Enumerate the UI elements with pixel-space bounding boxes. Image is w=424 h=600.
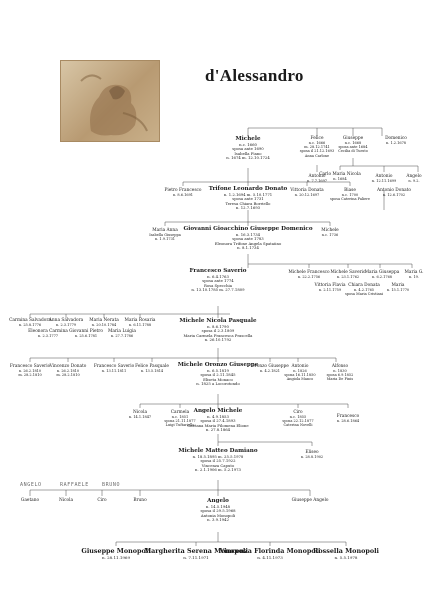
person-p33 xyxy=(10,364,50,377)
person-name: Giuseppe Monopoli xyxy=(81,547,151,555)
person-name: Nicola xyxy=(132,410,148,415)
person-name: Francesco Saverio xyxy=(189,268,247,274)
person-detail: n. 28.6.1864 xyxy=(336,419,360,423)
person-detail: Luigi Tuftariello xyxy=(165,423,195,428)
person-detail: n. 22.2.1756 xyxy=(297,275,321,279)
person-p31 xyxy=(108,329,136,338)
person-p01 xyxy=(226,136,269,161)
person-name: Carlo Maria Nicola xyxy=(319,172,361,177)
person-p11 xyxy=(290,188,323,197)
person-name: Maria Luigia xyxy=(108,329,136,334)
person-name: Bruno xyxy=(133,498,147,503)
person-p21 xyxy=(405,270,424,279)
person-detail: n. 23.1.1762 xyxy=(336,275,360,279)
person-detail: Angiola Manco xyxy=(286,377,314,382)
person-p37 xyxy=(178,362,259,387)
person-name: Vittoria Flavia xyxy=(314,283,346,288)
person-detail: m. 28.12.1741 xyxy=(304,145,330,150)
person-detail: n. 8.6.1790 xyxy=(207,323,229,329)
person-detail: n. 6.4.1763 xyxy=(207,273,229,279)
person-name: Giovanni Gioacchino Giuseppe Domenico xyxy=(183,226,313,232)
person-name: Angelo xyxy=(207,498,229,504)
person-name: Alfonso xyxy=(331,364,349,369)
person-detail: n. 1674 m. 12.10.1724 xyxy=(226,155,270,161)
person-detail: n. 2.11.1759 xyxy=(318,288,342,292)
person-name: Biase xyxy=(344,188,356,193)
person-p29 xyxy=(89,318,119,327)
person-detail: Isabella Fiano xyxy=(234,150,262,156)
person-name: Francesco Saverio xyxy=(9,364,51,369)
person-detail: sposa ante 1731 xyxy=(232,196,264,202)
person-name: Maria Anna xyxy=(152,228,178,233)
person-detail: Vincenza Caputo xyxy=(201,462,235,468)
person-detail: n. 14.5.1948 xyxy=(205,503,231,509)
person-name: Maria Giuseppa xyxy=(364,270,400,275)
person-name: Gaetano xyxy=(20,498,40,503)
person-name: Antonio xyxy=(291,364,309,369)
person-name: Carmina Salvadora xyxy=(9,318,51,323)
person-name: Francesco xyxy=(336,414,360,419)
person-detail: sposa ante 1783 xyxy=(232,236,264,242)
person-p09 xyxy=(164,188,201,197)
person-name: Vincenzo Donato xyxy=(49,364,87,369)
person-p32 xyxy=(179,318,256,343)
handwritten-note: BRUNO xyxy=(102,482,121,488)
person-detail: n. 7.7.1697 xyxy=(306,179,328,183)
person-p16 xyxy=(321,228,338,237)
person-p49 xyxy=(59,498,73,503)
person-name: Antonio Donato xyxy=(377,188,411,193)
person-name: Antonio xyxy=(375,174,393,179)
person-detail: n. 1826 xyxy=(293,369,307,373)
person-p50 xyxy=(97,498,106,503)
person-p23 xyxy=(345,283,383,296)
person-detail: n. 12.6.1702 xyxy=(382,193,406,197)
person-name: Ciro xyxy=(293,410,303,415)
person-detail: sposa ante 1684 xyxy=(338,145,368,150)
person-detail: n. 1.2.1678 xyxy=(385,141,407,145)
person-name: Chiara Donata xyxy=(348,283,380,288)
person-name: Michele Matteo Damiano xyxy=(178,448,258,454)
person-p14 xyxy=(149,228,181,241)
person-detail: Rosa Specchia xyxy=(203,282,233,288)
person-name: Nicola xyxy=(58,498,74,503)
person-p57 xyxy=(313,548,379,560)
person-detail: sposa Maria Cristiani xyxy=(344,292,384,297)
person-p20 xyxy=(365,270,400,279)
person-name: Eliseo xyxy=(305,450,319,455)
person-detail: sposa il 27.4.1893 xyxy=(200,418,236,424)
person-name: Angelo xyxy=(406,174,422,179)
person-p54 xyxy=(81,548,150,560)
person-detail: n. 4.11.1973 xyxy=(257,554,283,560)
person-p04 xyxy=(385,136,407,145)
person-name: Maria G. xyxy=(404,270,424,275)
person-detail: sposa 6.9.1852 xyxy=(326,373,354,378)
person-name: Michele Saverio xyxy=(330,270,366,275)
person-detail: Cecilia di Tuesto xyxy=(338,149,368,154)
person-p53 xyxy=(292,498,329,503)
person-detail: n. 20.12.1697 xyxy=(294,193,320,197)
page-title: d'Alessandro xyxy=(205,66,304,85)
person-name: Carmela xyxy=(170,410,190,415)
person-detail: n. 1825 a Locorotondo xyxy=(196,381,240,387)
person-p22 xyxy=(314,283,345,292)
person-detail: n. 8.1.1734 xyxy=(237,245,259,251)
person-detail: n. 2.1.1906 m. 5.2.1973 xyxy=(195,467,241,473)
person-detail: n. 25.8.1776 xyxy=(18,323,42,327)
handwritten-note: RAFFAELE xyxy=(60,482,89,488)
person-name: Giovanni Pietro xyxy=(69,329,103,334)
person-name: Giuseppe Angelo xyxy=(291,498,329,503)
person-p51 xyxy=(133,498,146,503)
person-detail: n. 1.9.1731 xyxy=(154,237,176,242)
person-p35 xyxy=(94,364,134,373)
person-detail: n. 1830 xyxy=(333,369,347,373)
person-detail: n. 27.7.1786 xyxy=(110,334,134,338)
person-detail: sposa il 2.3.1809 xyxy=(201,328,235,334)
person-p45 xyxy=(337,414,360,423)
person-detail: n. 26.2.1810 xyxy=(18,369,42,373)
person-name: Felice Pasquale xyxy=(135,364,169,369)
person-detail: n. 6.5.1819 xyxy=(207,367,229,373)
person-name: Michele xyxy=(235,136,261,142)
person-detail: sposa il 2.11.1845 xyxy=(200,372,236,378)
person-detail: n. 3.9.1942 xyxy=(207,517,229,523)
person-p30 xyxy=(125,318,156,327)
person-detail: Maria De Finis xyxy=(326,377,354,382)
person-p12 xyxy=(330,188,370,201)
person-detail: n. 7.11.1971 xyxy=(183,554,209,560)
person-p48 xyxy=(21,498,39,503)
person-detail: n. 18.5.1895 m. 25.5.1978 xyxy=(192,453,244,459)
person-detail: n. 26.2.1810 xyxy=(56,369,80,373)
person-p26 xyxy=(49,318,83,327)
person-detail: n. 14.1.1847 xyxy=(128,415,152,419)
person-detail: n. 13.10.1785 m. 27.7.1809 xyxy=(191,287,245,293)
person-detail: n.c. 1666 xyxy=(308,141,326,145)
person-p08 xyxy=(406,174,421,183)
person-detail: n.c. 1855 xyxy=(289,415,307,419)
person-detail: Anna Carlone xyxy=(304,153,330,158)
person-p56 xyxy=(220,548,321,560)
person-detail: n.c. 1736 xyxy=(321,233,339,237)
person-name: Michele xyxy=(321,228,339,233)
person-name: Vincenza Florinda Monopoli xyxy=(219,547,321,555)
person-detail: n. 25.6.1781 xyxy=(74,334,98,338)
person-detail: m. 28.2.1810 xyxy=(56,373,80,378)
person-name: Anna Salvadora xyxy=(48,318,84,323)
person-detail: n. 13.11.1811 xyxy=(101,369,127,373)
person-name: Oronzo Giuseppe xyxy=(251,364,289,369)
person-detail: n. 9.2. xyxy=(408,179,420,183)
person-p41 xyxy=(129,410,151,419)
person-detail: n.c. 1700 xyxy=(341,193,359,197)
person-p46 xyxy=(178,448,257,473)
person-detail: n.c. 1668 xyxy=(344,141,362,145)
person-detail: n. 4.9.1853 xyxy=(207,413,229,419)
person-detail: m. 28.2.1810 xyxy=(18,373,42,378)
person-detail: n. 28.11.1969 xyxy=(101,554,131,560)
person-p03 xyxy=(338,136,368,154)
person-name: Michele Francesco xyxy=(288,270,330,275)
person-name: Trifone Leonardo Donato xyxy=(208,186,288,192)
person-p13 xyxy=(377,188,411,197)
person-detail: n. 26.10.1792 xyxy=(204,337,232,343)
person-detail: sposa il 25.7.1922 xyxy=(200,458,236,464)
person-detail: n.c. 1660 xyxy=(239,141,257,147)
person-detail: Eleonora Trifone Angela Spataiino xyxy=(214,240,282,246)
person-detail: n. 12.11.1699 xyxy=(371,179,397,183)
person-detail: sposa ante 1690 xyxy=(232,146,264,152)
person-detail: n. 27.8.1864 xyxy=(205,427,231,433)
person-detail: Maria Carmela Francesca Prascella xyxy=(183,332,253,338)
person-name: Rossella Monopoli xyxy=(313,547,379,555)
person-p17 xyxy=(190,268,247,293)
person-detail: Caterina Novelli xyxy=(283,423,313,428)
person-name: Vittoria Donata xyxy=(290,188,324,193)
person-detail: n. 20.10.1784 xyxy=(91,323,117,327)
person-name: Ciro xyxy=(97,498,107,503)
person-detail: n. 15.1.1770 xyxy=(386,288,410,292)
person-p10 xyxy=(209,186,288,211)
person-detail: n. 2.3.1779 xyxy=(55,323,77,327)
person-p28 xyxy=(69,329,103,338)
person-name: Antonio xyxy=(308,174,326,179)
person-p36 xyxy=(135,364,169,373)
person-detail: Teresa Chiara Borriello xyxy=(225,200,271,206)
person-p44 xyxy=(282,410,313,428)
person-p25 xyxy=(9,318,51,327)
person-name: Eleonora Carmina xyxy=(28,329,68,334)
person-detail: sposa il 21.12.1693 xyxy=(299,149,335,154)
person-detail: n. 4.2.1765 xyxy=(353,288,375,292)
person-p47 xyxy=(301,450,323,459)
person-name: Pietro Francesco xyxy=(164,188,202,193)
person-detail: sposa 16.11.1850 xyxy=(284,373,316,378)
person-name: Francesco Saverio xyxy=(93,364,135,369)
person-p40 xyxy=(327,364,354,382)
person-detail: Antonia Monopoli xyxy=(200,512,236,518)
person-name: Felice xyxy=(310,136,324,141)
person-name: Maria Nerata xyxy=(89,318,119,323)
person-detail: Gaetana Maria Filomena Elione xyxy=(187,422,249,428)
person-p18 xyxy=(288,270,329,279)
person-p24 xyxy=(387,283,409,292)
person-detail: n. 1.2.1694 m. 5.10.1771 xyxy=(223,191,273,197)
person-name: Michele Oronzo Giuseppe xyxy=(177,362,259,368)
person-name: Maria Rosaria xyxy=(124,318,156,323)
person-detail: n. 16.3.1734 xyxy=(235,231,261,237)
person-detail: n. 4.2.1821 xyxy=(259,369,281,373)
person-detail: n. 6.11.1788 xyxy=(128,323,152,327)
person-detail: Eliseta Monaco xyxy=(203,376,233,382)
person-p15 xyxy=(183,226,312,251)
person-name: Domenico xyxy=(385,136,407,141)
person-detail: n. 6.2.1768 xyxy=(371,275,393,279)
person-p38 xyxy=(251,364,289,373)
person-detail: n. 2.3.1777 xyxy=(37,334,59,338)
person-detail: sposa Caterina Paliere xyxy=(330,197,370,202)
person-name: Angelo Michele xyxy=(193,408,243,414)
person-detail: n. 19. xyxy=(408,275,420,279)
person-detail: n. 8.6.1691 xyxy=(172,193,194,197)
person-name: Michele Nicola Pasquale xyxy=(179,318,257,324)
person-p34 xyxy=(50,364,87,377)
person-name: Giuseppe xyxy=(342,136,364,141)
person-detail: n. 28.8.1902 xyxy=(300,455,324,459)
person-name: Maria xyxy=(391,283,405,288)
person-detail: sposa 22.12.1877 xyxy=(282,419,314,424)
person-detail: Isabella Giuseppa xyxy=(149,233,181,237)
person-detail: n. 5.5.1978 xyxy=(334,554,358,560)
person-detail: sposa 21.11.1877 xyxy=(164,419,196,424)
person-detail: n. 1684 xyxy=(333,177,347,181)
person-p07 xyxy=(372,174,397,183)
person-detail: n. 12.7.1693 xyxy=(235,205,261,211)
person-p02 xyxy=(300,136,335,158)
person-detail: sposa il 29.5.1968 xyxy=(200,508,236,514)
person-p39 xyxy=(284,364,315,382)
person-detail: n.c. 1851 xyxy=(171,415,189,419)
person-p27 xyxy=(28,329,68,338)
person-p19 xyxy=(330,270,365,279)
person-detail: sposa ante 1774 xyxy=(202,278,234,284)
handwritten-note: ANGELO xyxy=(20,482,42,488)
person-p06 xyxy=(319,172,361,181)
person-p52 xyxy=(200,498,235,523)
person-detail: n. 13.5.1814 xyxy=(140,369,164,373)
person-name: Margherita Serena Monopoli xyxy=(144,547,248,555)
person-p43 xyxy=(187,408,248,433)
